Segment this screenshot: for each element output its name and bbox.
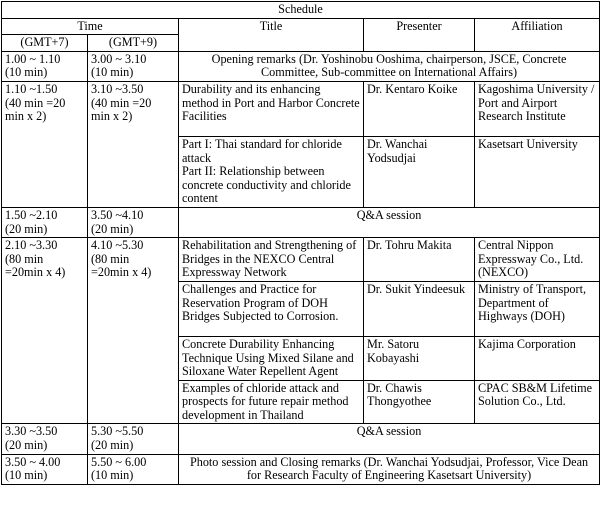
schedule-title-row xyxy=(2,2,600,19)
schedule-title: Schedule xyxy=(2,2,600,19)
talk-presenter: Dr. Tohru Makita xyxy=(364,238,475,282)
time-gmt9: 3.50 ~4.10 (20 min) xyxy=(88,207,179,237)
talk-presenter: Dr. Chawis Thongyothee xyxy=(364,380,475,424)
closing-row xyxy=(2,454,600,484)
talk-title: Part I: Thai standard for chloride attack Part II: Relationship between concrete conductivity and chloride content xyxy=(179,136,364,207)
schedule-table xyxy=(1,1,600,485)
title-header: Title xyxy=(179,18,364,51)
time-gmt7: 3.50 ~ 4.00 (10 min) xyxy=(2,454,88,484)
time-gmt9: 5.50 ~ 6.00 (10 min) xyxy=(88,454,179,484)
talk-presenter: Dr. Kentaro Koike xyxy=(364,81,475,136)
time-gmt7: 1.10 ~1.50 (40 min =20 min x 2) xyxy=(2,81,88,207)
talk-title: Rehabilitation and Strengthening of Bridges in the NEXCO Central Expressway Network xyxy=(179,238,364,282)
qa-row xyxy=(2,207,600,237)
time-gmt7: 1.50 ~2.10 (20 min) xyxy=(2,207,88,237)
talk-title: Challenges and Practice for Reservation Program of DOH Bridges Subjected to Corrosion. xyxy=(179,281,364,336)
talk-presenter: Dr. Sukit Yindeesuk xyxy=(364,281,475,336)
qa-session: Q&A session xyxy=(179,207,600,237)
time-gmt9: 5.30 ~5.50 (20 min) xyxy=(88,424,179,454)
table-row xyxy=(2,81,600,136)
talk-affiliation: Ministry of Transport, Department of Highways (DOH) xyxy=(475,281,600,336)
time-header: Time xyxy=(2,18,179,35)
time-gmt9: 3.00 ~ 3.10 (10 min) xyxy=(88,51,179,81)
time-gmt9: 4.10 ~5.30 (80 min =20min x 4) xyxy=(88,238,179,424)
time-gmt7: 1.00 ~ 1.10 (10 min) xyxy=(2,51,88,81)
talk-title: Examples of chloride attack and prospects for future repair method development in Thailand xyxy=(179,380,364,424)
time-gmt7: 2.10 ~3.30 (80 min =20min x 4) xyxy=(2,238,88,424)
header-row xyxy=(2,18,600,35)
talk-affiliation: Kajima Corporation xyxy=(475,336,600,380)
qa-row xyxy=(2,424,600,454)
gmt9-header: (GMT+9) xyxy=(88,35,179,52)
talk-affiliation: CPAC SB&M Lifetime Solution Co., Ltd. xyxy=(475,380,600,424)
talk-presenter: Mr. Satoru Kobayashi xyxy=(364,336,475,380)
talk-affiliation: Kasetsart University xyxy=(475,136,600,207)
gmt7-header: (GMT+7) xyxy=(2,35,88,52)
talk-title: Concrete Durability Enhancing Technique Using Mixed Silane and Siloxane Water Repellent Agent xyxy=(179,336,364,380)
qa-session: Q&A session xyxy=(179,424,600,454)
talk-affiliation: Kagoshima University / Port and Airport Research Institute xyxy=(475,81,600,136)
affiliation-header: Affiliation xyxy=(475,18,600,51)
presenter-header: Presenter xyxy=(364,18,475,51)
time-gmt9: 3.10 ~3.50 (40 min =20 min x 2) xyxy=(88,81,179,207)
talk-title: Durability and its enhancing method in Port and Harbor Concrete Facilities xyxy=(179,81,364,136)
talk-presenter: Dr. Wanchai Yodsudjai xyxy=(364,136,475,207)
table-row xyxy=(2,238,600,282)
opening-row xyxy=(2,51,600,81)
closing-remarks: Photo session and Closing remarks (Dr. Wanchai Yodsudjai, Professor, Vice Dean for Research Faculty of Engineering Kasetsart University) xyxy=(179,454,600,484)
opening-remarks: Opening remarks (Dr. Yoshinobu Ooshima, chairperson, JSCE, Concrete Committee, Sub-committee on International Affairs) xyxy=(179,51,600,81)
talk-affiliation: Central Nippon Expressway Co., Ltd. (NEXCO) xyxy=(475,238,600,282)
time-gmt7: 3.30 ~3.50 (20 min) xyxy=(2,424,88,454)
